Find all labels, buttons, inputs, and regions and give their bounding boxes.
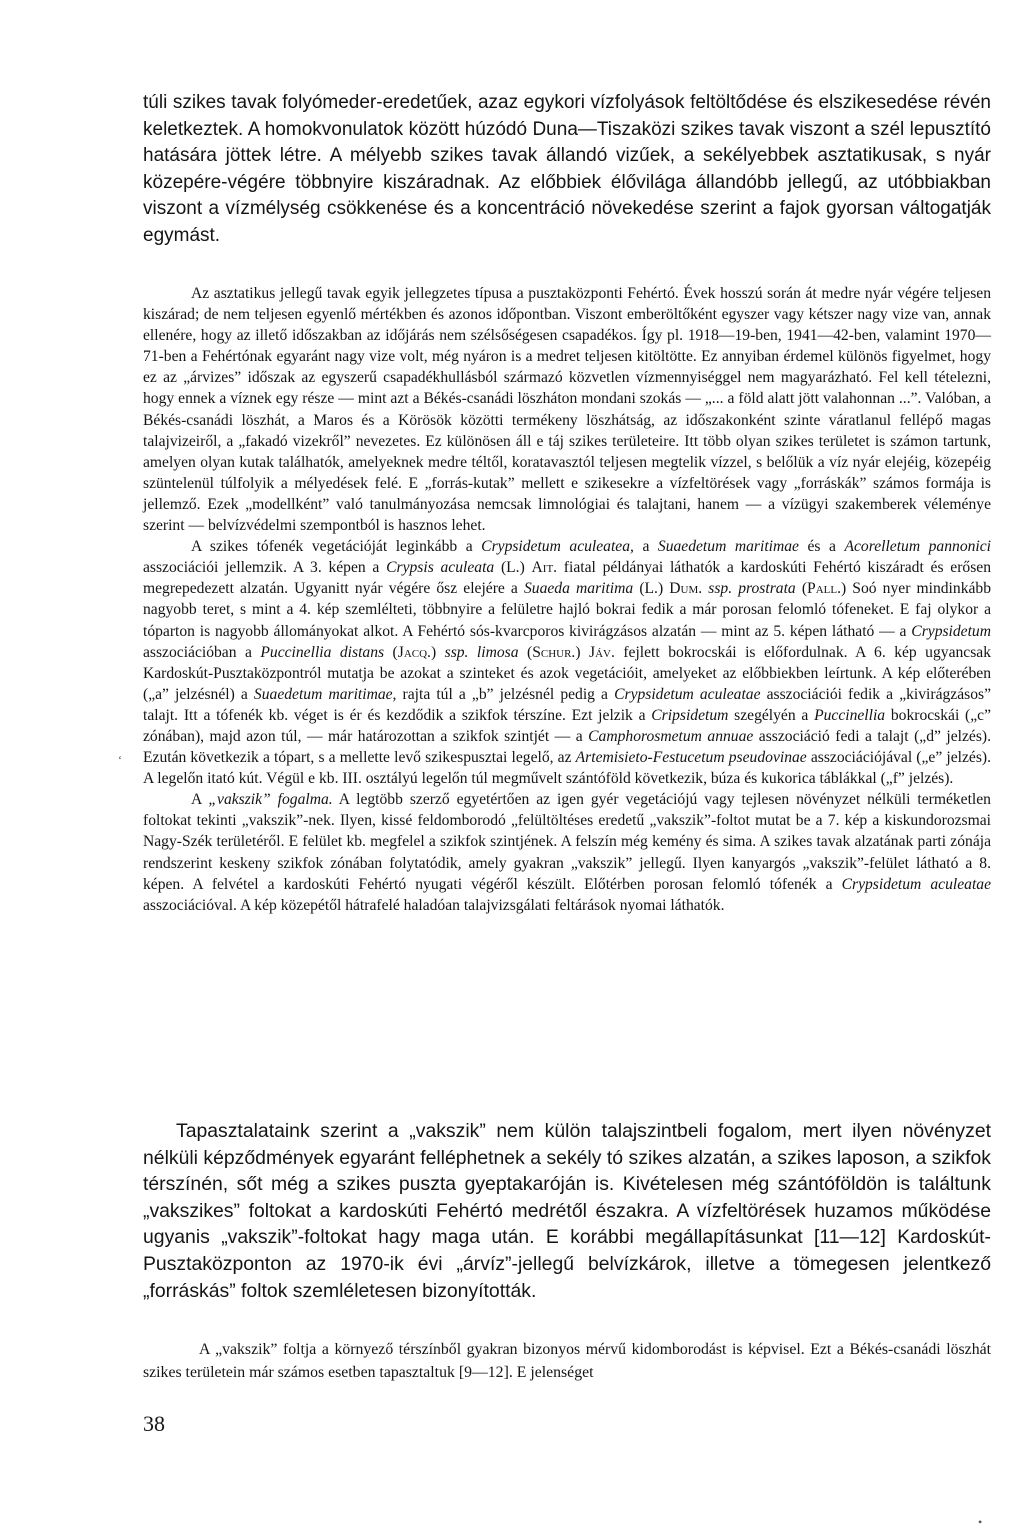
taxon-name: Suaedetum maritimae	[657, 538, 799, 556]
scan-speck: ʻ	[118, 753, 122, 767]
text-run: asszociációjával („e” jelzés). A legelőn itató kút. Végül e kb. III. osztályú legelőn túl megművelt szántóföld következik, búza és kukorica táblákkal („f” jelzés).	[143, 749, 991, 788]
paragraph-closing: A „vakszik” foltja a környező térszínből gyakran bizonyos mérvű kidomborodást is képvisel. Ezt a Békés-csanádi löszhát szikes területein már számos esetben tapasztaltuk [9—12]. E jelenséget	[143, 1341, 991, 1381]
text-run: asszociációi fedik a „kivirágzásos” talajt. Itt a tófenék kb. véget is ér és kezdődik a szikfok térszíne. Ezt jelzik a	[143, 685, 991, 724]
text-run: a	[633, 538, 658, 556]
text-run: asszociációval. A kép közepétől hátrafelé haladóan talajvizsgálati feltárások nyomai láthatók.	[143, 896, 725, 914]
scan-speck: •	[978, 1515, 983, 1529]
section-heading: „vakszik” fogalma.	[208, 791, 333, 809]
author-abbrev: Jacq.	[397, 643, 431, 661]
taxon-name: ssp. limosa	[444, 643, 519, 661]
author-abbrev: Jáv.	[589, 643, 615, 661]
author-abbrev: Ait.	[531, 559, 558, 577]
text-run: és a	[798, 538, 845, 556]
paragraph-experience: Tapasztalataink szerint a „vakszik” nem külön talajszintbeli fogalom, mert ilyen növényzet nélküli képződmények egyaránt felléphetnek a sekély tó szikes alzatán, a szikes laposon, a szikfok térszínén, sőt még a szikes puszta gyeptakaróján is. Kivételesen még szántóföldön is találtunk „vakszikes” foltokat a kardoskúti Fehértó medrétől északra. A vízfeltörések huzamos működése ugyanis „vakszik”-foltokat hagy maga után. E korábbi megállapításunkat [11—12] Kardoskút-Pusztaközponton az 1970-ik évi „árvíz”-jellegű belvízkárok, illetve a tömegesen jelentkező „forráskás” foltok szemléletesen bizonyították.	[143, 1120, 991, 1302]
text-run: )	[430, 643, 445, 661]
taxon-name: ssp. prostrata	[708, 580, 796, 598]
taxon-name: Suaeda maritima	[523, 580, 634, 598]
taxon-name: Crypsis aculeata	[386, 559, 495, 577]
text-run: asszociációi jellemzik. A 3. képen a	[143, 559, 387, 577]
text-run: bokrocskái („c” zónában), majd azon túl, — már határozottan a szikfok szintjét — a	[143, 706, 991, 745]
text-run: rajta túl a „b” jelzésnél pedig a	[396, 685, 615, 703]
paragraph-vegetation	[143, 536, 991, 789]
text-run: ) Soó nyer mindinkább nagyobb teret, s mint a 4. kép szemlélteti, többnyire a felületre hajló bokrai fedik a már porosan felomló tófeneket. E faj olykor a tóparton is nagyobb állományokat alkot. A Fehértó sós-kvarcporos kivirágzásos alzatán — mint az 5. képen látható — a	[143, 580, 992, 640]
text-run: fejlett bokrocskái is előfordulnak. A 6. kép ugyancsak Kardoskút-Pusztaközpontról mutatja be azokat a szinteket és azok vegetációit, amelyeket az előbbiekben leírtunk. A kép előterében („a” jelzésnél) a	[143, 643, 991, 703]
small-print-section	[143, 283, 991, 916]
taxon-name: Suaedetum maritimae,	[253, 685, 397, 703]
taxon-name: Acorelletum pannonici	[844, 538, 991, 556]
taxon-name: Crypsidetum	[911, 622, 991, 640]
author-abbrev: Dum.	[669, 580, 703, 598]
taxon-name: Crypsidetum aculeatae	[614, 685, 761, 703]
text-run: asszociációban a	[143, 643, 261, 661]
text-run: (	[795, 580, 808, 598]
text-run: szegélyén a	[728, 706, 815, 724]
author-abbrev: Schur.	[532, 643, 576, 661]
taxon-name: Crypsidetum aculeatae	[841, 875, 991, 893]
text-run: (L.)	[633, 580, 670, 598]
taxon-name: Cripsidetum	[651, 706, 729, 724]
taxon-name: Artemisieto-Festucetum pseudovinae	[575, 749, 807, 767]
paragraph-vakszik-concept	[143, 789, 991, 916]
text-run: (	[384, 643, 398, 661]
text-run: asszociáció fedi a talajt („d” jelzés). Ezután következik a tópart, s a mellette levő szikespusztai legelő, az	[143, 727, 991, 767]
page-number: 38	[143, 1411, 165, 1436]
taxon-name: Camphorosmetum annuae	[588, 727, 754, 745]
paragraph-intro: túli szikes tavak folyómeder-eredetűek, azaz egykori vízfolyások feltöltődése és elszikesedése révén keletkeztek. A homokvonulatok között húzódó Duna—Tiszaközi szikes tavak viszont a szél lepusztító hatására jöttek létre. A mélyebb szikes tavak állandó vizűek, a sekélyebbek asztatikusak, s nyár közepére-végére többnyire kiszáradnak. Az előbbiek élővilága állandóbb jellegű, az utóbbiakban viszont a vízmélység csökkenése és a koncentráció növekedése szerint a fajok gyorsan váltogatják egymást.	[143, 92, 991, 246]
text-run: fiatal példányai láthatók a kardoskúti Fehértó kiszáradt és erősen megrepedezett alzatán. Ugyanitt nyár végére ősz elejére a	[143, 559, 991, 598]
text-run: (L.)	[494, 559, 532, 577]
taxon-name: Crypsidetum aculeatea,	[481, 538, 634, 556]
text-run: A	[191, 791, 209, 809]
taxon-name: Puccinellia distans	[260, 643, 385, 661]
text-run: A szikes tófenék vegetációját leginkább a	[191, 538, 482, 556]
taxon-name: Puccinellia	[814, 706, 886, 724]
text-run: A legtöbb szerző egyetértően az igen gyér vegetációjú vagy tejlesen növényzet nélküli terméketlen foltokat tekinti „vakszik”-nek. Ilyen, kissé feldomborodó „felültöltéses eredetű „vakszik”-foltot mutat be a 7. kép a kiskundorozsmai Nagy-Szék területéről. E felület kb. megfelel a szikfok szintjének. A felszín még kemény és sima. A szikes tavak alzatának parti zónája rendszerint keskeny szikfok zónában folytatódik, amely gyakran „vakszik” jellegű. Ilyen kanyargós „vakszik”-felület látható a 8. képen. A felvétel a kardoskúti Fehértó nyugati végéről készült. Előtérben porosan felomló tófenék a	[143, 791, 991, 893]
text-run: (	[518, 643, 533, 661]
paragraph-fehertó: Az asztatikus jellegű tavak egyik jellegzetes típusa a pusztaközponti Fehértó. Évek hosszú során át medre nyár végére teljesen kiszárad; de nem teljesen egyenlő mértékben és azonos időpontban. Viszont emberöltőként egyszer vagy kétszer nagy vize van, annak ellenére, hogy az illető időszakban az időjárás nem szélsőségesen csapadékos. Így pl. 1918—19-ben, 1941—42-ben, valamint 1970—71-ben a Fehértónak egyaránt nagy vize volt, még nyáron is a medret teljesen kitöltötte. Ez annyiban érdemel különös figyelmet, hogy ez az „árvizes” időszak az egyszerű csapadékhullásból származó közvetlen vízmennyiséggel nem magyarázható. Fel kell tételezni, hogy ennek a víznek egy része — mint azt a Békés-csanádi löszháton mondani szokás — „... a föld alatt jött valahonnan ...”. Valóban, a Békés-csanádi löszhát, a Maros és a Körösök közötti termékeny löszhátság, az időszakonként szinte váratlanul fellépő magas talajvizeiről, a „fakadó vizekről” nevezetes. Ez különösen áll e táj szikes területeire. Itt több olyan szikes területet is számon tartunk, amelyen olyan kutak találhatók, amelyeknek medre téltől, koratavasztól teljesen megtelik vízzel, s belőlük a víz nyár elejéig, közepéig szüntelenül túlfolyik a mélyedések felé. E „forrás-kutak” mellett e szikesekre a vízfeltörések vagy „forráskák” számos formája is jellemző. Ezek „modellként” való tanulmányozása nemcsak limnológiai és talajtani, hanem — a vízügyi szakemberek véleménye szerint — belvízvédelmi szempontból is hasznos lehet.	[143, 285, 991, 535]
author-abbrev: Pall.	[807, 580, 841, 598]
text-run: )	[575, 643, 590, 661]
